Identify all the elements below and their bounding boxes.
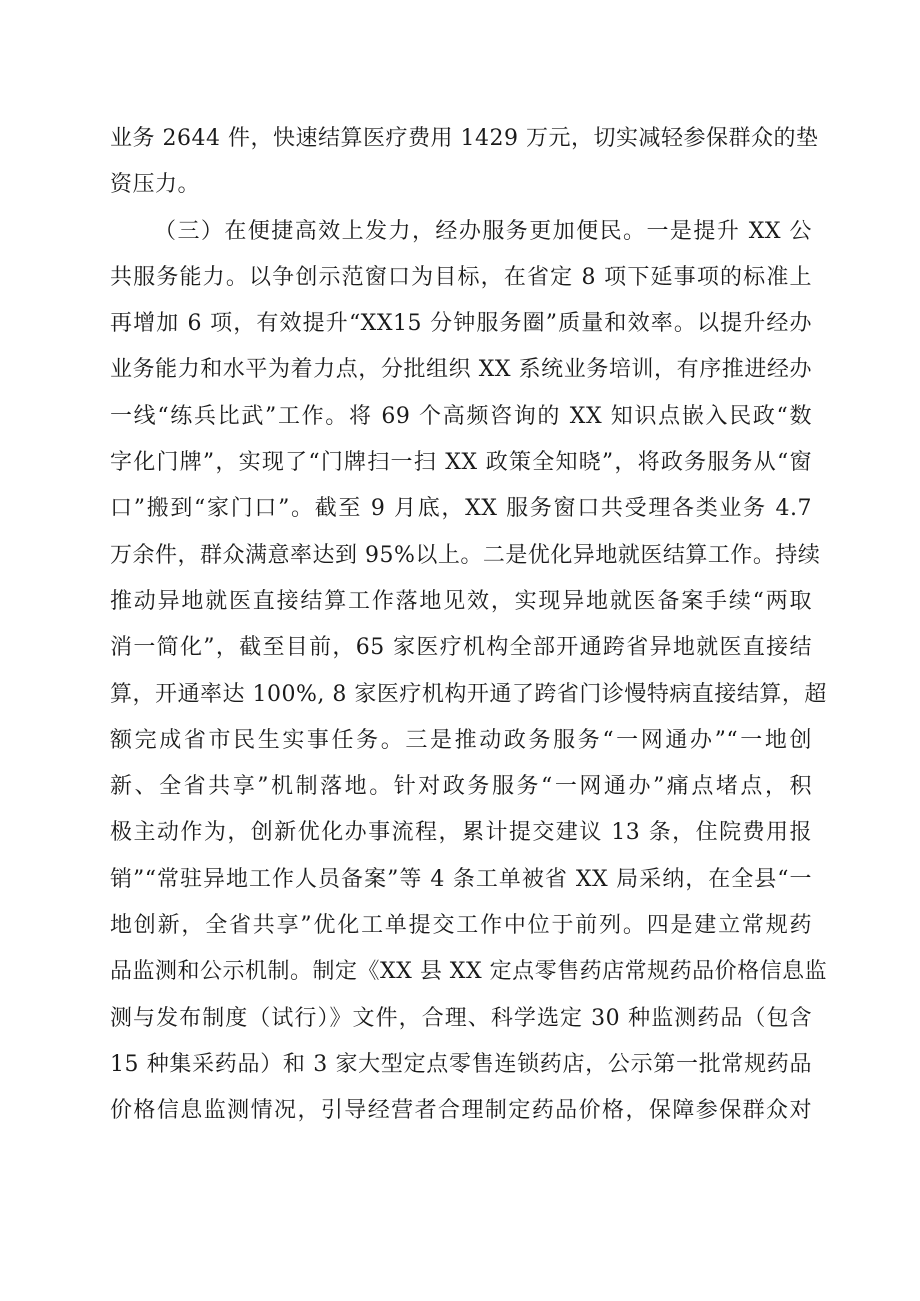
text-line-3: （三）在便捷高效上发力，经办服务更加便民。一是提升 XX 公 (154, 218, 812, 244)
text-line-18: 地创新，全省共享”优化工单提交工作中位于前列。四是建立常规药 (110, 913, 812, 939)
text-line-17: 销”“常驻异地工作人员备案”等 4 条工单被省 XX 局采纳，在全县“一 (110, 866, 812, 892)
text-line-15: 新、全省共享”机制落地。针对政务服务“一网通办”痛点堵点，积 (110, 774, 812, 800)
text-line-5: 再增加 6 项，有效提升“XX15 分钟服务圈”质量和效率。以提升经办 (110, 311, 812, 337)
text-line-11: 推动异地就医直接结算工作落地见效，实现异地就医备案手续“两取 (110, 588, 812, 614)
text-line-14: 额完成省市民生实事任务。三是推动政务服务“一网通办”“一地创 (110, 727, 812, 753)
text-line-13: 算，开通率达 100%, 8 家医疗机构开通了跨省门诊慢特病直接结算，超 (110, 681, 827, 707)
text-line-7: 一线“练兵比武”工作。将 69 个高频咨询的 XX 知识点嵌入民政“数 (110, 403, 812, 429)
text-line-2: 资压力。 (110, 172, 201, 198)
text-line-19: 品监测和公示机制。制定《XX 县 XX 定点零售药店常规药品价格信息监 (110, 959, 828, 985)
text-line-21: 15 种集采药品）和 3 家大型定点零售连锁药店，公示第一批常规药品 (110, 1051, 812, 1077)
text-line-8: 字化门牌”，实现了“门牌扫一扫 XX 政策全知晓”，将政务服务从“窗 (110, 450, 812, 476)
text-line-10: 万余件，群众满意率达到 95%以上。二是优化异地就医结算工作。持续 (110, 542, 821, 568)
text-line-20: 测与发布制度（试行）》文件，合理、科学选定 30 种监测药品（包含 (110, 1005, 812, 1031)
text-line-22: 价格信息监测情况，引导经营者合理制定药品价格，保障参保群众对 (110, 1098, 812, 1124)
body-text (110, 116, 828, 1135)
text-line-4: 共服务能力。以争创示范窗口为目标，在省定 8 项下延事项的标准上 (110, 264, 812, 290)
text-line-6: 业务能力和水平为着力点，分批组织 XX 系统业务培训，有序推进经办 (110, 357, 812, 383)
text-line-9: 口”搬到“家门口”。截至 9 月底，XX 服务窗口共受理各类业务 4.7 (110, 496, 812, 522)
text-line-16: 极主动作为，创新优化办事流程，累计提交建议 13 条，住院费用报 (110, 820, 812, 846)
text-line-12: 消一简化”，截至目前，65 家医疗机构全部开通跨省异地就医直接结 (110, 635, 812, 661)
text-line-1: 业务 2644 件，快速结算医疗费用 1429 万元，切实减轻参保群众的垫 (110, 126, 819, 151)
